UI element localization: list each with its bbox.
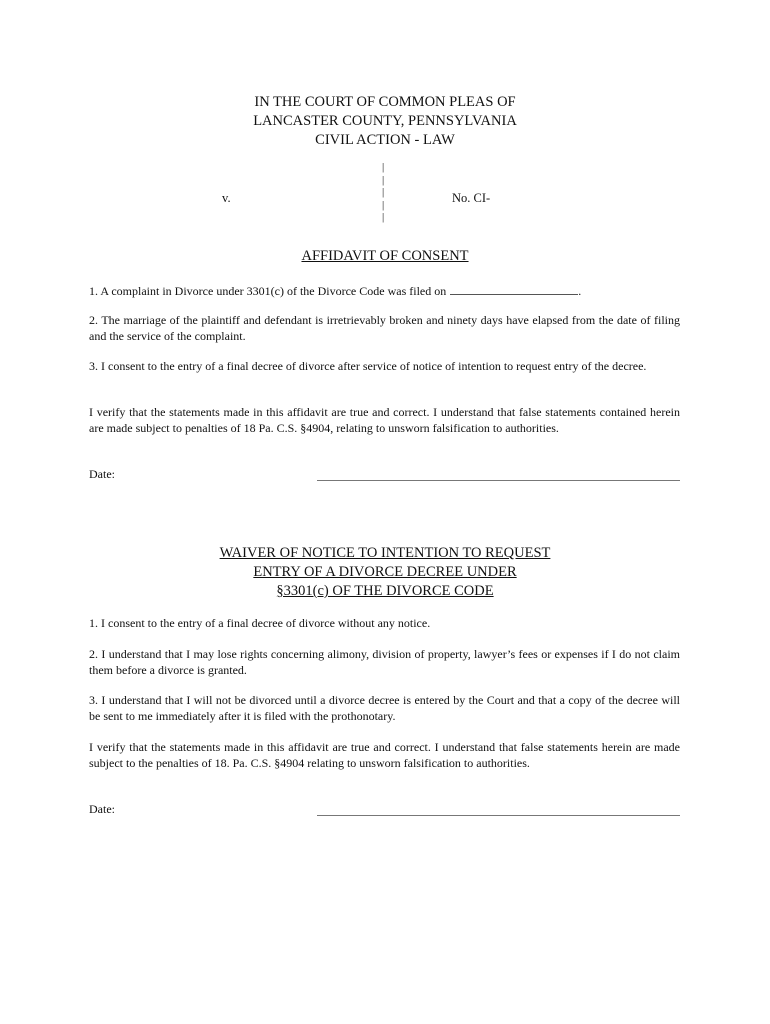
affidavit-verification: I verify that the statements made in this affidavit are true and correct. I understand that false statements contained herein are made subject to penalties of 18 Pa. C.S. §4904, relating to unsworn falsification to authorities. bbox=[89, 405, 680, 435]
affidavit-paragraph-1-text: 1. A complaint in Divorce under 3301(c) of the Divorce Code was filed on bbox=[89, 284, 447, 298]
court-header-line-3: CIVIL ACTION - LAW bbox=[315, 132, 455, 148]
affidavit-paragraph-3: 3. I consent to the entry of a final decree of divorce after service of notice of intention to request entry of the decree. bbox=[89, 359, 647, 373]
court-header-line-2: LANCASTER COUNTY, PENNSYLVANIA bbox=[253, 113, 517, 129]
affidavit-date-label: Date: bbox=[89, 467, 115, 481]
caption-bar: | bbox=[382, 161, 385, 173]
waiver-date-line[interactable] bbox=[317, 815, 680, 816]
waiver-title-line-3: §3301(c) OF THE DIVORCE CODE bbox=[276, 583, 494, 599]
waiver-paragraph-1: 1. I consent to the entry of a final decree of divorce without any notice. bbox=[89, 616, 431, 630]
waiver-title-line-1: WAIVER OF NOTICE TO INTENTION TO REQUEST bbox=[219, 545, 551, 561]
court-header-line-1: IN THE COURT OF COMMON PLEAS OF bbox=[254, 94, 516, 110]
affidavit-paragraph-1-end: . bbox=[578, 284, 582, 298]
case-number-label: No. CI- bbox=[452, 191, 491, 205]
caption-bar: | bbox=[382, 173, 385, 186]
caption-bar: | bbox=[382, 198, 385, 211]
affidavit-date-line[interactable] bbox=[317, 480, 680, 481]
filing-date-blank[interactable] bbox=[450, 283, 578, 295]
caption-divider bbox=[382, 161, 384, 224]
waiver-verification: I verify that the statements made in this affidavit are true and correct. I understand that false statements herein are made subject to the penalties of 18. Pa. C.S. §4904 relating to unsworn falsification to authorities. bbox=[89, 740, 680, 770]
waiver-title bbox=[0, 544, 770, 601]
versus-label: v. bbox=[222, 191, 231, 205]
affidavit-paragraph-2: 2. The marriage of the plaintiff and defendant is irretrievably broken and ninety days have elapsed from the date of filing and the service of the complaint. bbox=[89, 313, 680, 343]
waiver-date-label: Date: bbox=[89, 802, 115, 816]
waiver-paragraph-2: 2. I understand that I may lose rights concerning alimony, division of property, lawyer’s fees or expenses if I do not claim them before a divorce is granted. bbox=[89, 647, 680, 677]
waiver-title-line-2: ENTRY OF A DIVORCE DECREE UNDER bbox=[253, 564, 517, 580]
waiver-date-row bbox=[89, 802, 680, 817]
waiver-paragraph-3: 3. I understand that I will not be divorced until a divorce decree is entered by the Court and that a copy of the decree will be sent to me immediately after it is filed with the prothonotary. bbox=[89, 693, 680, 723]
court-header bbox=[0, 93, 770, 150]
affidavit-paragraph-1 bbox=[89, 283, 680, 300]
caption-bar: | bbox=[382, 211, 385, 223]
caption-bar: | bbox=[382, 186, 385, 198]
affidavit-title: AFFIDAVIT OF CONSENT bbox=[301, 248, 469, 264]
affidavit-date-row bbox=[89, 467, 680, 482]
